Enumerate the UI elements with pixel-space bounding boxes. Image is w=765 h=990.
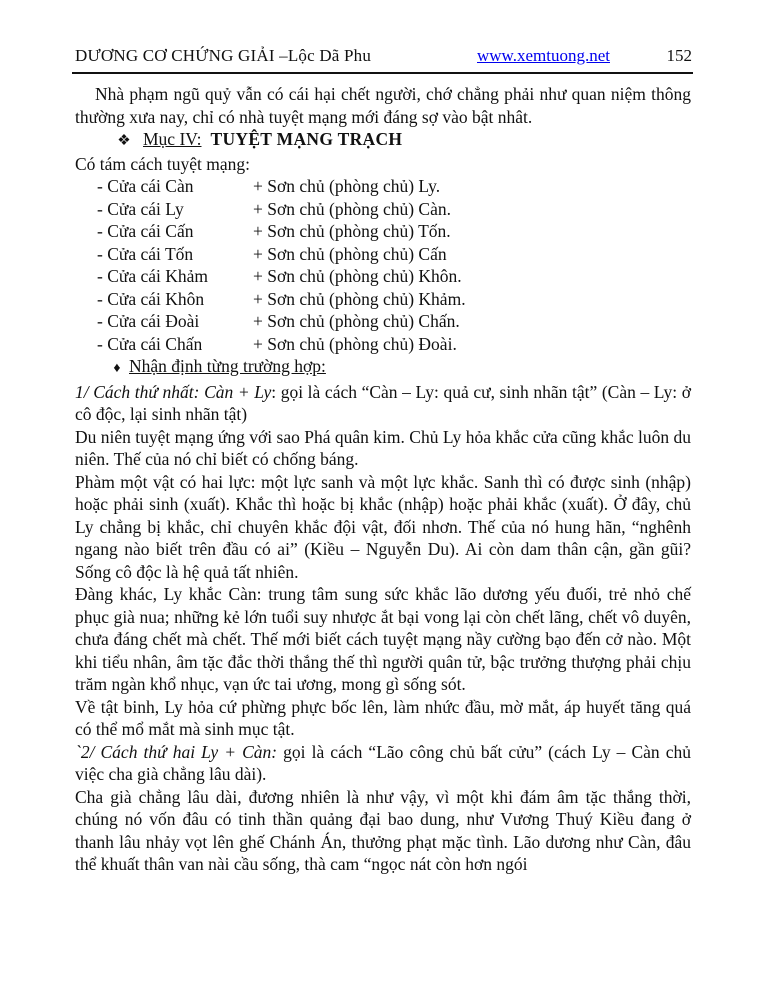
paragraph-pham: Phàm một vật có hai lực: một lực sanh và một lực khắc. Sanh thì có được sinh (nhập) hoặc phải sinh (xuất). Khắc thì hoặc bị khắc (nhập) hoặc phải khắc (xuất). Ở đây, chủ Ly chẳng bị khắc, chỉ chuyên khắc đội vật, đối nhơn. Thế của nó hung hãn, “nghênh ngang nào biết trên đầu có ai” (Kiều – Nguyễn Du). Ai còn dam thân cận, gần gũi? Sống cô độc là hệ quả tất nhiên. bbox=[75, 471, 691, 582]
section-label: Mục IV: bbox=[143, 129, 202, 149]
list-item bbox=[75, 243, 691, 266]
door-cell: - Cửa cái Đoài bbox=[97, 311, 200, 331]
owner-cell: + Sơn chủ (phòng chủ) Ly. bbox=[253, 176, 441, 196]
door-cell: - Cửa cái Cấn bbox=[97, 221, 194, 241]
paragraph-case1 bbox=[75, 381, 691, 426]
list-intro: Có tám cách tuyệt mạng: bbox=[75, 153, 250, 174]
page-header bbox=[0, 0, 765, 66]
door-cell: - Cửa cái Tốn bbox=[97, 243, 194, 264]
door-cell: - Cửa cái Chấn bbox=[97, 333, 203, 354]
page-number: 152 bbox=[666, 46, 692, 65]
owner-cell: + Sơn chủ (phòng chủ) Chấn. bbox=[253, 311, 460, 331]
diamond-cross-bullet-icon: ❖ bbox=[117, 133, 131, 149]
list-item bbox=[75, 265, 691, 288]
case1-lead: 1/ Cách thứ nhất: Càn + Ly bbox=[75, 381, 272, 402]
list-item bbox=[75, 288, 691, 311]
paragraph-case2 bbox=[75, 741, 691, 786]
document-title: DƯƠNG CƠ CHỨNG GIẢI –Lộc Dã Phu bbox=[75, 46, 372, 65]
case2-rest: gọi là cách “Lão công chủ bất cửu” (cách Ly – Càn chủ việc cha già chẳng lâu dài). bbox=[75, 741, 692, 784]
list-item bbox=[75, 220, 691, 243]
section-title: TUYỆT MẠNG TRẠCH bbox=[210, 129, 403, 149]
owner-cell: + Sơn chủ (phòng chủ) Đoài. bbox=[253, 333, 457, 354]
document-body bbox=[0, 74, 765, 876]
paragraph-cha: Cha già chẳng lâu dài, đương nhiên là như vậy, vì một khi đám âm tặc thắng thời, chúng nó vốn đâu có tinh thần quảng đại bao dung, như Vương Thuý Kiều đang ở thanh lâu nhảy vọt lên ghế Chánh Án, thưởng phạt mặc tình. Lão dương như Càn, đâu thể khuất thân van nài cầu sống, thà cam “ngọc nát còn hơn ngói bbox=[75, 786, 691, 874]
list-item bbox=[75, 333, 691, 356]
door-cell: - Cửa cái Khôn bbox=[97, 288, 205, 309]
list-item bbox=[75, 198, 691, 221]
paragraph-du-nien: Du niên tuyệt mạng ứng với sao Phá quân kim. Chủ Ly hỏa khắc cửa cũng khắc luôn du niên. Thế của nó chỉ biết có chống báng. bbox=[75, 426, 691, 469]
owner-cell: + Sơn chủ (phòng chủ) Khảm. bbox=[253, 288, 466, 309]
door-cell: - Cửa cái Khảm bbox=[97, 266, 209, 286]
subsection-label: Nhận định từng trường hợp: bbox=[129, 356, 326, 376]
website-link[interactable]: www.xemtuong.net bbox=[477, 46, 610, 65]
owner-cell: + Sơn chủ (phòng chủ) Khôn. bbox=[253, 266, 462, 286]
paragraph-intro: Nhà phạm ngũ quỷ vẫn có cái hại chết người, chớ chẳng phải như quan niệm thông thường xưa nay, chỉ có nhà tuyệt mạng mới đáng sợ vào bật nhât. bbox=[75, 84, 691, 127]
owner-cell: + Sơn chủ (phòng chủ) Tốn. bbox=[253, 221, 451, 241]
section-heading bbox=[75, 128, 691, 153]
door-cell: - Cửa cái Ly bbox=[97, 198, 184, 219]
subsection-heading bbox=[75, 355, 691, 381]
owner-cell: + Sơn chủ (phòng chủ) Càn. bbox=[253, 198, 451, 219]
door-cell: - Cửa cái Càn bbox=[97, 176, 194, 196]
paragraph-ve: Về tật binh, Ly hỏa cứ phừng phực bốc lên, làm nhức đầu, mờ mắt, áp huyết tăng quá có thể mổ mắt mà sinh mục tật. bbox=[75, 696, 691, 739]
diamond-bullet-icon: ♦ bbox=[113, 361, 121, 376]
paragraph-dang: Đàng khác, Ly khắc Càn: trung tâm sung sức khắc lão dương yếu đuối, trẻ nhỏ chế phục già nua; những kẻ lớn tuổi suy nhược ắt bại vong lại còn chết lãng, chết vô duyên, chưa đáng chết mà chết. Thế mới biết cách tuyệt mạng nầy cường bạo đến cở nào. Một khi tiểu nhân, âm tặc đắc thời thắng thế thì người quân tử, bậc trưởng thượng phải chịu trăm ngàn khổ nhục, vạn ức tai ương, mong gì sống sót. bbox=[75, 584, 691, 694]
list-item bbox=[75, 175, 691, 198]
list-item bbox=[75, 310, 691, 333]
case1-rest: : gọi là cách “Càn – Ly: quả cư, sinh nhãn tật” (Càn – Ly: ở cô độc, lại sinh nhãn tật) bbox=[75, 381, 691, 424]
case2-lead: `2/ Cách thứ hai Ly + Càn: bbox=[75, 741, 278, 762]
owner-cell: + Sơn chủ (phòng chủ) Cấn bbox=[253, 243, 447, 264]
